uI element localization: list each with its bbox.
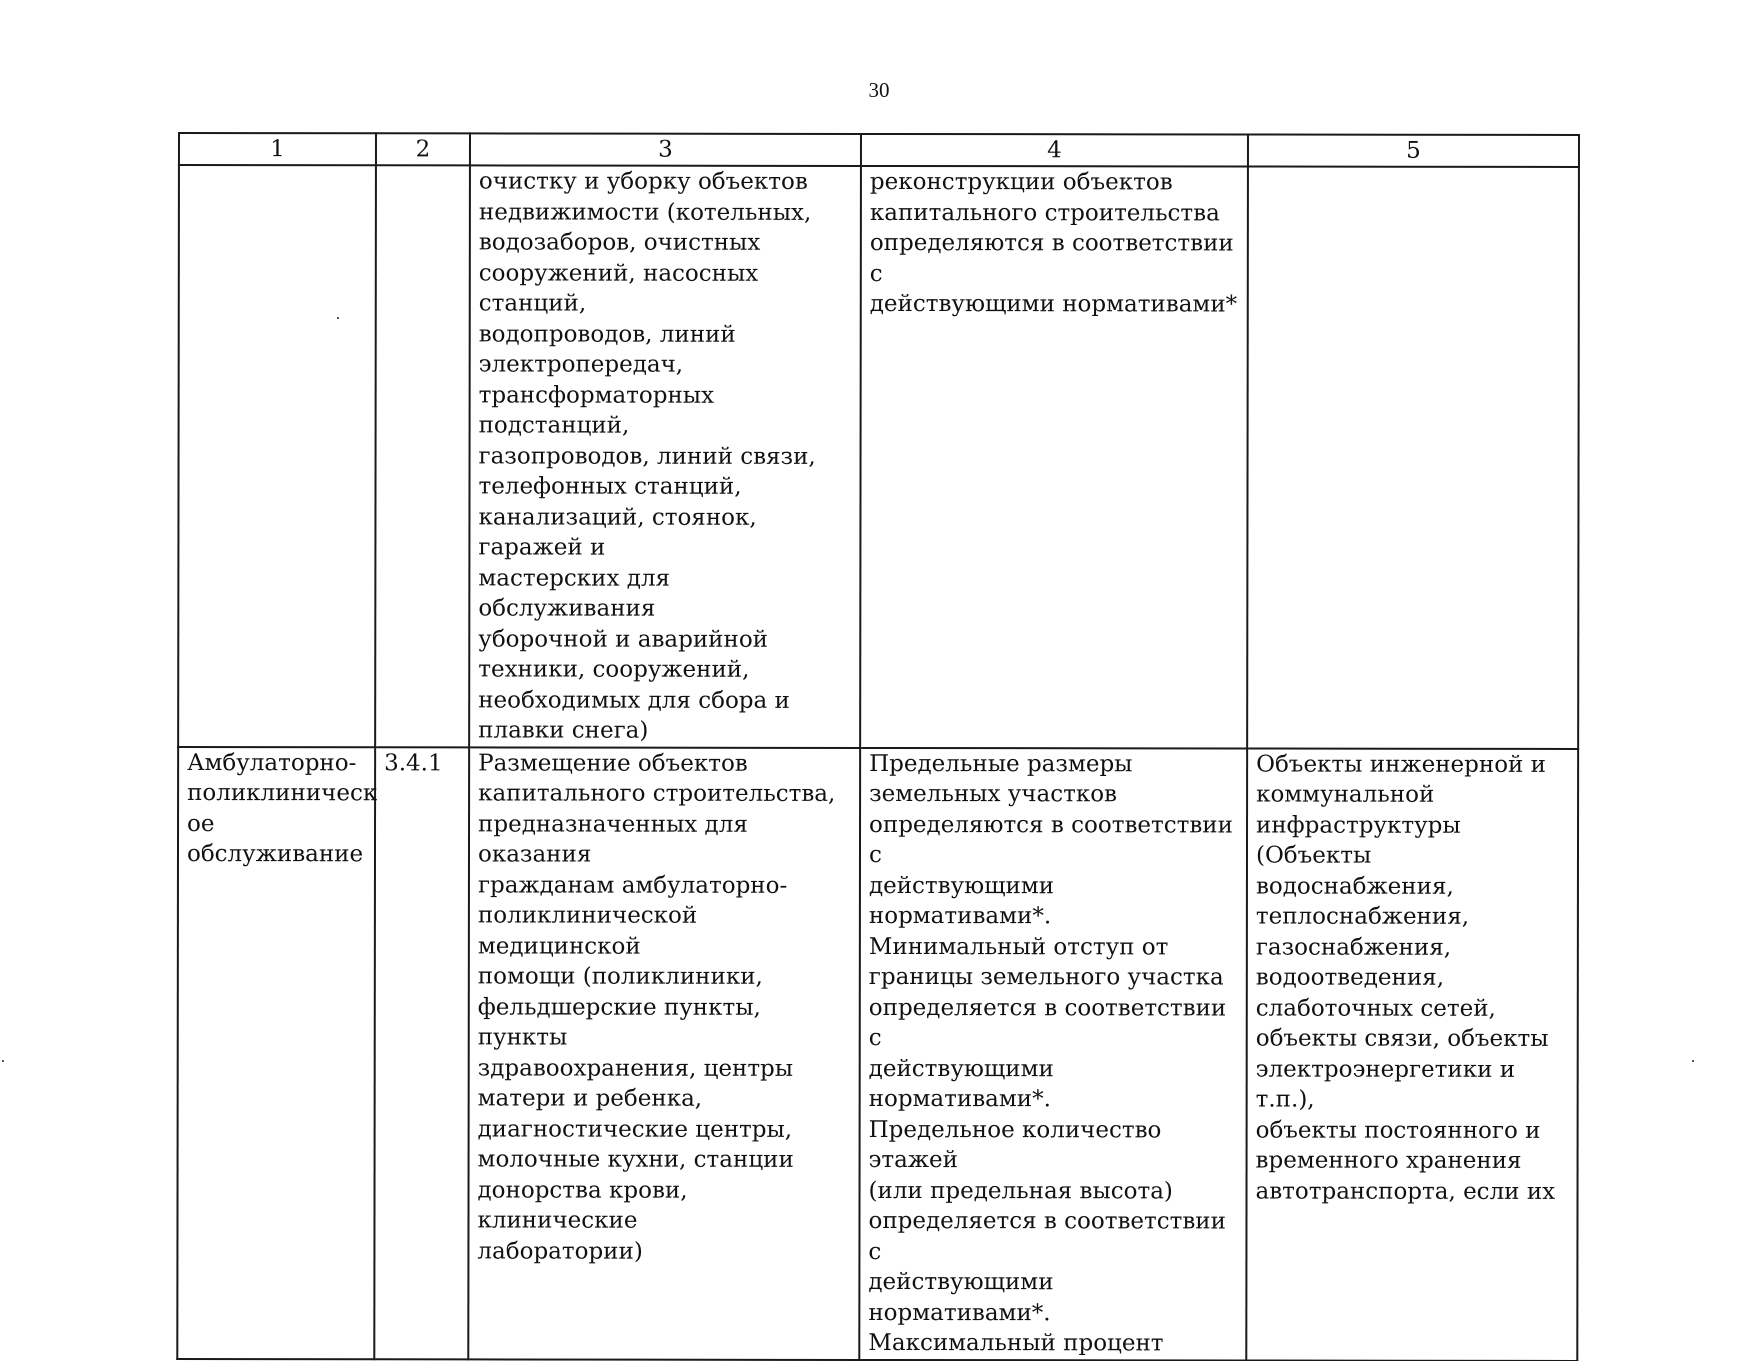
column-header-2: 2	[376, 133, 470, 165]
column-header-4: 4	[861, 134, 1248, 167]
cell-auxiliary-uses	[1247, 166, 1579, 748]
table-header-row	[179, 133, 1579, 167]
cell-parameters: реконструкции объектов капитального строительства определяются в соответствии с действующими нормативами*	[860, 166, 1248, 748]
regulations-table-wrapper	[176, 132, 1578, 1361]
cell-use-type-name: Амбулаторно- поликлиническ ое обслуживание	[177, 747, 375, 1359]
table-row	[178, 165, 1579, 748]
regulations-table	[176, 132, 1580, 1361]
scan-speck	[2, 1060, 4, 1062]
column-header-5: 5	[1248, 134, 1579, 166]
column-header-3: 3	[470, 133, 861, 166]
table-row	[177, 747, 1578, 1361]
cell-auxiliary-uses: Объекты инженерной и коммунальной инфраструктуры (Объекты водоснабжения, теплоснабжения, газоснабжения, водоотведения, слаботочных сетей, объекты связи, объекты электроэнергетики и т.п.), объекты постоянного и временного хранения автотранспорта, если их	[1246, 748, 1578, 1360]
column-header-1: 1	[179, 133, 376, 165]
cell-use-description: очистку и уборку объектов недвижимости (котельных, водозаборов, очистных сооружений, насосных станций, водопроводов, линий электропередач, трансформаторных подстанций, газопроводов, линий связи, телефонных станций, канализаций, стоянок, гаражей и мастерских для обслуживания уборочной и аварийной техники, сооружений, необходимых для сбора и плавки снега)	[469, 165, 861, 747]
page-number: 30	[868, 78, 890, 102]
cell-use-code: 3.4.1	[374, 747, 469, 1359]
scan-speck	[1692, 1060, 1694, 1062]
cell-use-type-name	[178, 165, 376, 747]
scan-speck	[337, 317, 339, 319]
cell-parameters: Предельные размеры земельных участков определяются в соответствии с действующими нормативами*. Минимальный отступ от границы земельного участка определяется в соответствии с действующими нормативами*. Предельное количество этажей (или предельная высота) определяется в соответствии с действующими нормативами*. Максимальный процент	[859, 747, 1247, 1360]
cell-use-code	[375, 165, 470, 747]
cell-use-description: Размещение объектов капитального строительства, предназначенных для оказания гражданам амбулаторно- поликлинической медицинской помощи (поликлиники, фельдшерские пункты, пункты здравоохранения, центры матери и ребенка, диагностические центры, молочные кухни, станции донорства крови, клинические лаборатории)	[468, 747, 860, 1360]
